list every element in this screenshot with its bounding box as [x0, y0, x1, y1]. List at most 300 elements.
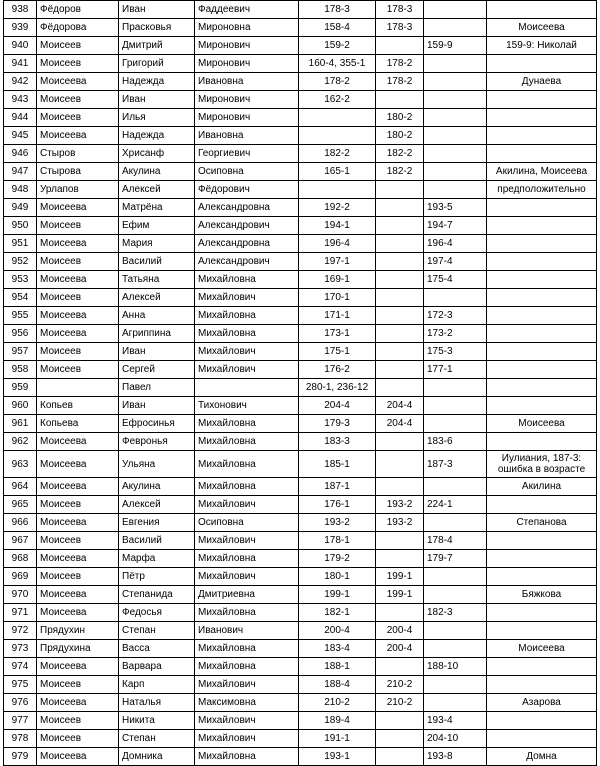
given-name-cell: Наталья — [119, 694, 195, 712]
patronymic-cell: Михайлович — [195, 730, 299, 748]
record-ref-3-cell — [424, 622, 487, 640]
given-name-cell: Васса — [119, 640, 195, 658]
record-ref-2-cell — [376, 433, 424, 451]
note-cell — [487, 289, 597, 307]
record-ref-3-cell: 178-4 — [424, 532, 487, 550]
note-cell: Азарова — [487, 694, 597, 712]
surname-cell: Моисеева — [37, 550, 119, 568]
record-ref-2-cell — [376, 658, 424, 676]
patronymic-cell: Осиповна — [195, 163, 299, 181]
person-number-cell: 979 — [4, 748, 37, 766]
note-cell — [487, 433, 597, 451]
given-name-cell: Пётр — [119, 568, 195, 586]
person-number-cell: 955 — [4, 307, 37, 325]
surname-cell: Моисеева — [37, 199, 119, 217]
given-name-cell: Надежда — [119, 127, 195, 145]
patronymic-cell: Михайловна — [195, 478, 299, 496]
patronymic-cell: Михайлович — [195, 343, 299, 361]
table-body — [4, 1, 597, 766]
surname-cell: Моисеева — [37, 748, 119, 766]
given-name-cell: Дмитрий — [119, 37, 195, 55]
given-name-cell: Акулина — [119, 163, 195, 181]
record-ref-3-cell: 177-1 — [424, 361, 487, 379]
given-name-cell: Григорий — [119, 55, 195, 73]
note-cell — [487, 658, 597, 676]
record-ref-2-cell — [376, 730, 424, 748]
record-ref-cell: 179-3 — [299, 415, 376, 433]
record-ref-2-cell: 193-2 — [376, 496, 424, 514]
person-number-cell: 974 — [4, 658, 37, 676]
table-row — [4, 379, 597, 397]
table-row — [4, 712, 597, 730]
person-number-cell: 954 — [4, 289, 37, 307]
record-ref-3-cell: 175-3 — [424, 343, 487, 361]
record-ref-3-cell — [424, 127, 487, 145]
record-ref-3-cell — [424, 1, 487, 19]
note-cell — [487, 532, 597, 550]
record-ref-2-cell — [376, 217, 424, 235]
record-ref-2-cell — [376, 343, 424, 361]
patronymic-cell: Миронович — [195, 37, 299, 55]
record-ref-cell: 178-3 — [299, 1, 376, 19]
surname-cell: Моисеева — [37, 694, 119, 712]
person-number-cell: 947 — [4, 163, 37, 181]
record-ref-2-cell: 200-4 — [376, 640, 424, 658]
surname-cell: Моисеева — [37, 658, 119, 676]
patronymic-cell: Тихонович — [195, 397, 299, 415]
table-row — [4, 235, 597, 253]
record-ref-cell: 175-1 — [299, 343, 376, 361]
record-ref-2-cell: 178-3 — [376, 1, 424, 19]
record-ref-3-cell: 172-3 — [424, 307, 487, 325]
person-number-cell: 949 — [4, 199, 37, 217]
table-row — [4, 325, 597, 343]
record-ref-3-cell: 188-10 — [424, 658, 487, 676]
given-name-cell: Иван — [119, 91, 195, 109]
surname-cell: Фёдорова — [37, 19, 119, 37]
record-ref-cell: 178-2 — [299, 73, 376, 91]
given-name-cell: Илья — [119, 109, 195, 127]
record-ref-3-cell — [424, 379, 487, 397]
table-row — [4, 397, 597, 415]
person-number-cell: 944 — [4, 109, 37, 127]
given-name-cell: Алексей — [119, 289, 195, 307]
record-ref-2-cell: 178-3 — [376, 19, 424, 37]
record-ref-2-cell — [376, 271, 424, 289]
note-cell: Дунаева — [487, 73, 597, 91]
table-row — [4, 622, 597, 640]
patronymic-cell: Михайловна — [195, 550, 299, 568]
record-ref-cell: 210-2 — [299, 694, 376, 712]
note-cell: Домна — [487, 748, 597, 766]
table-row — [4, 307, 597, 325]
note-cell — [487, 91, 597, 109]
surname-cell: Моисеева — [37, 604, 119, 622]
record-ref-3-cell — [424, 163, 487, 181]
record-ref-3-cell: 193-4 — [424, 712, 487, 730]
record-ref-cell: 178-1 — [299, 532, 376, 550]
person-number-cell: 941 — [4, 55, 37, 73]
record-ref-2-cell — [376, 253, 424, 271]
surname-cell: Моисеев — [37, 532, 119, 550]
person-number-cell: 950 — [4, 217, 37, 235]
table-row — [4, 109, 597, 127]
person-number-cell: 967 — [4, 532, 37, 550]
note-cell — [487, 379, 597, 397]
record-ref-cell: 179-2 — [299, 550, 376, 568]
note-cell — [487, 55, 597, 73]
record-ref-cell: 188-1 — [299, 658, 376, 676]
record-ref-3-cell — [424, 181, 487, 199]
record-ref-2-cell: 180-2 — [376, 109, 424, 127]
persons-table — [3, 0, 597, 766]
record-ref-2-cell: 204-4 — [376, 415, 424, 433]
note-cell — [487, 496, 597, 514]
record-ref-cell: 189-4 — [299, 712, 376, 730]
record-ref-cell: 193-2 — [299, 514, 376, 532]
table-row — [4, 181, 597, 199]
person-number-cell: 966 — [4, 514, 37, 532]
note-cell — [487, 676, 597, 694]
surname-cell: Моисеев — [37, 730, 119, 748]
patronymic-cell: Миронович — [195, 109, 299, 127]
patronymic-cell: Михайловна — [195, 433, 299, 451]
surname-cell: Моисеев — [37, 568, 119, 586]
patronymic-cell: Осиповна — [195, 514, 299, 532]
record-ref-3-cell: 196-4 — [424, 235, 487, 253]
patronymic-cell — [195, 379, 299, 397]
patronymic-cell: Александрович — [195, 253, 299, 271]
note-cell — [487, 109, 597, 127]
surname-cell: Стыров — [37, 145, 119, 163]
record-ref-cell: 194-1 — [299, 217, 376, 235]
patronymic-cell: Ивановна — [195, 127, 299, 145]
person-number-cell: 942 — [4, 73, 37, 91]
record-ref-3-cell: 193-8 — [424, 748, 487, 766]
table-row — [4, 694, 597, 712]
record-ref-2-cell: 182-2 — [376, 145, 424, 163]
patronymic-cell: Мироновна — [195, 19, 299, 37]
surname-cell: Стырова — [37, 163, 119, 181]
surname-cell: Моисеев — [37, 361, 119, 379]
given-name-cell: Карп — [119, 676, 195, 694]
record-ref-2-cell: 180-2 — [376, 127, 424, 145]
patronymic-cell: Михайлович — [195, 568, 299, 586]
record-ref-cell: 169-1 — [299, 271, 376, 289]
patronymic-cell: Михайловна — [195, 658, 299, 676]
patronymic-cell: Михайловна — [195, 271, 299, 289]
surname-cell: Моисеева — [37, 433, 119, 451]
record-ref-cell: 170-1 — [299, 289, 376, 307]
surname-cell: Прядухин — [37, 622, 119, 640]
person-number-cell: 968 — [4, 550, 37, 568]
record-ref-cell: 173-1 — [299, 325, 376, 343]
given-name-cell: Анна — [119, 307, 195, 325]
record-ref-2-cell: 182-2 — [376, 163, 424, 181]
note-cell — [487, 730, 597, 748]
note-cell: предположительно — [487, 181, 597, 199]
surname-cell: Моисеев — [37, 496, 119, 514]
given-name-cell: Степан — [119, 730, 195, 748]
note-cell — [487, 127, 597, 145]
record-ref-2-cell — [376, 289, 424, 307]
table-row — [4, 145, 597, 163]
note-cell — [487, 217, 597, 235]
person-number-cell: 969 — [4, 568, 37, 586]
record-ref-cell: 191-1 — [299, 730, 376, 748]
record-ref-2-cell — [376, 604, 424, 622]
given-name-cell: Сергей — [119, 361, 195, 379]
given-name-cell: Степанида — [119, 586, 195, 604]
record-ref-cell: 176-2 — [299, 361, 376, 379]
given-name-cell: Варвара — [119, 658, 195, 676]
table-row — [4, 217, 597, 235]
record-ref-2-cell: 178-2 — [376, 55, 424, 73]
record-ref-3-cell: 179-7 — [424, 550, 487, 568]
surname-cell: Моисеева — [37, 478, 119, 496]
given-name-cell: Федосья — [119, 604, 195, 622]
person-number-cell: 978 — [4, 730, 37, 748]
given-name-cell: Прасковья — [119, 19, 195, 37]
surname-cell: Моисеева — [37, 451, 119, 478]
patronymic-cell: Александровна — [195, 199, 299, 217]
person-number-cell: 958 — [4, 361, 37, 379]
given-name-cell: Марфа — [119, 550, 195, 568]
person-number-cell: 961 — [4, 415, 37, 433]
patronymic-cell: Михайловна — [195, 748, 299, 766]
record-ref-cell: 183-4 — [299, 640, 376, 658]
record-ref-cell: 176-1 — [299, 496, 376, 514]
record-ref-3-cell — [424, 694, 487, 712]
patronymic-cell: Георгиевич — [195, 145, 299, 163]
table-row — [4, 55, 597, 73]
patronymic-cell: Ивановна — [195, 73, 299, 91]
record-ref-3-cell — [424, 397, 487, 415]
record-ref-cell: 180-1 — [299, 568, 376, 586]
table-row — [4, 496, 597, 514]
given-name-cell: Василий — [119, 253, 195, 271]
record-ref-3-cell: 224-1 — [424, 496, 487, 514]
surname-cell: Моисеева — [37, 271, 119, 289]
record-ref-cell — [299, 109, 376, 127]
table-row — [4, 676, 597, 694]
patronymic-cell: Михайлович — [195, 712, 299, 730]
table-row — [4, 1, 597, 19]
person-number-cell: 953 — [4, 271, 37, 289]
record-ref-2-cell — [376, 307, 424, 325]
note-cell — [487, 622, 597, 640]
record-ref-2-cell — [376, 550, 424, 568]
patronymic-cell: Михайлович — [195, 532, 299, 550]
patronymic-cell: Михайловна — [195, 604, 299, 622]
surname-cell: Моисеев — [37, 55, 119, 73]
record-ref-2-cell — [376, 181, 424, 199]
given-name-cell: Ефросинья — [119, 415, 195, 433]
record-ref-2-cell — [376, 235, 424, 253]
person-number-cell: 945 — [4, 127, 37, 145]
table-row — [4, 640, 597, 658]
table-row — [4, 658, 597, 676]
patronymic-cell: Фаддеевич — [195, 1, 299, 19]
patronymic-cell: Максимовна — [195, 694, 299, 712]
record-ref-2-cell — [376, 91, 424, 109]
record-ref-2-cell — [376, 748, 424, 766]
record-ref-2-cell — [376, 532, 424, 550]
record-ref-cell: 197-1 — [299, 253, 376, 271]
patronymic-cell: Михайловна — [195, 325, 299, 343]
given-name-cell: Хрисанф — [119, 145, 195, 163]
note-cell — [487, 253, 597, 271]
table-row — [4, 532, 597, 550]
record-ref-2-cell: 200-4 — [376, 622, 424, 640]
note-cell: Иулиания, 187-3: ошибка в возрасте — [487, 451, 597, 478]
record-ref-cell: 196-4 — [299, 235, 376, 253]
given-name-cell: Надежда — [119, 73, 195, 91]
record-ref-3-cell — [424, 19, 487, 37]
record-ref-2-cell — [376, 451, 424, 478]
record-ref-3-cell — [424, 514, 487, 532]
patronymic-cell: Миронович — [195, 91, 299, 109]
patronymic-cell: Михайловна — [195, 451, 299, 478]
table-row — [4, 568, 597, 586]
table-row — [4, 586, 597, 604]
given-name-cell: Иван — [119, 343, 195, 361]
note-cell: 159-9: Николай — [487, 37, 597, 55]
patronymic-cell: Михайловна — [195, 640, 299, 658]
given-name-cell: Иван — [119, 397, 195, 415]
record-ref-2-cell: 210-2 — [376, 676, 424, 694]
patronymic-cell: Михайлович — [195, 361, 299, 379]
note-cell: Акилина — [487, 478, 597, 496]
surname-cell: Моисеева — [37, 586, 119, 604]
record-ref-2-cell — [376, 325, 424, 343]
surname-cell: Моисеева — [37, 325, 119, 343]
given-name-cell: Василий — [119, 532, 195, 550]
note-cell — [487, 568, 597, 586]
record-ref-2-cell — [376, 37, 424, 55]
record-ref-3-cell — [424, 478, 487, 496]
record-ref-2-cell: 210-2 — [376, 694, 424, 712]
person-number-cell: 939 — [4, 19, 37, 37]
surname-cell: Моисеев — [37, 289, 119, 307]
record-ref-3-cell — [424, 586, 487, 604]
given-name-cell: Алексей — [119, 496, 195, 514]
surname-cell: Моисеев — [37, 343, 119, 361]
note-cell — [487, 712, 597, 730]
surname-cell: Моисеев — [37, 712, 119, 730]
record-ref-cell — [299, 127, 376, 145]
record-ref-3-cell: 182-3 — [424, 604, 487, 622]
record-ref-cell: 162-2 — [299, 91, 376, 109]
surname-cell — [37, 379, 119, 397]
record-ref-cell — [299, 181, 376, 199]
table-row — [4, 289, 597, 307]
record-ref-3-cell — [424, 145, 487, 163]
person-number-cell: 970 — [4, 586, 37, 604]
surname-cell: Моисеев — [37, 676, 119, 694]
table-row — [4, 73, 597, 91]
note-cell: Акилина, Моисеева — [487, 163, 597, 181]
record-ref-cell: 280-1, 236-12 — [299, 379, 376, 397]
note-cell — [487, 325, 597, 343]
record-ref-3-cell: 159-9 — [424, 37, 487, 55]
given-name-cell: Никита — [119, 712, 195, 730]
surname-cell: Урлапов — [37, 181, 119, 199]
table-row — [4, 478, 597, 496]
surname-cell: Прядухина — [37, 640, 119, 658]
table-row — [4, 433, 597, 451]
table-row — [4, 37, 597, 55]
note-cell — [487, 199, 597, 217]
patronymic-cell: Михайловна — [195, 415, 299, 433]
given-name-cell: Матрёна — [119, 199, 195, 217]
table-row — [4, 199, 597, 217]
surname-cell: Моисеев — [37, 91, 119, 109]
person-number-cell: 963 — [4, 451, 37, 478]
surname-cell: Моисеева — [37, 514, 119, 532]
person-number-cell: 938 — [4, 1, 37, 19]
note-cell — [487, 307, 597, 325]
record-ref-cell: 188-4 — [299, 676, 376, 694]
table-row — [4, 361, 597, 379]
table-row — [4, 271, 597, 289]
person-number-cell: 965 — [4, 496, 37, 514]
table-row — [4, 19, 597, 37]
table-row — [4, 415, 597, 433]
record-ref-cell: 160-4, 355-1 — [299, 55, 376, 73]
note-cell — [487, 235, 597, 253]
record-ref-cell: 200-4 — [299, 622, 376, 640]
record-ref-cell: 159-2 — [299, 37, 376, 55]
person-number-cell: 943 — [4, 91, 37, 109]
patronymic-cell: Александрович — [195, 217, 299, 235]
note-cell: Степанова — [487, 514, 597, 532]
record-ref-2-cell — [376, 379, 424, 397]
surname-cell: Копьева — [37, 415, 119, 433]
record-ref-3-cell — [424, 676, 487, 694]
record-ref-cell: 183-3 — [299, 433, 376, 451]
record-ref-3-cell: 173-2 — [424, 325, 487, 343]
record-ref-3-cell — [424, 55, 487, 73]
person-number-cell: 976 — [4, 694, 37, 712]
note-cell — [487, 145, 597, 163]
genealogy-sheet — [3, 0, 597, 766]
record-ref-2-cell — [376, 199, 424, 217]
person-number-cell: 951 — [4, 235, 37, 253]
person-number-cell: 975 — [4, 676, 37, 694]
record-ref-cell: 165-1 — [299, 163, 376, 181]
patronymic-cell: Михайлович — [195, 496, 299, 514]
record-ref-3-cell — [424, 568, 487, 586]
table-row — [4, 127, 597, 145]
patronymic-cell: Иванович — [195, 622, 299, 640]
record-ref-3-cell — [424, 640, 487, 658]
surname-cell: Фёдоров — [37, 1, 119, 19]
record-ref-2-cell — [376, 712, 424, 730]
person-number-cell: 946 — [4, 145, 37, 163]
given-name-cell: Домника — [119, 748, 195, 766]
patronymic-cell: Александровна — [195, 235, 299, 253]
patronymic-cell: Фёдорович — [195, 181, 299, 199]
given-name-cell: Алексей — [119, 181, 195, 199]
record-ref-3-cell — [424, 109, 487, 127]
note-cell: Моисеева — [487, 415, 597, 433]
person-number-cell: 940 — [4, 37, 37, 55]
note-cell — [487, 1, 597, 19]
surname-cell: Моисеев — [37, 109, 119, 127]
table-row — [4, 730, 597, 748]
person-number-cell: 957 — [4, 343, 37, 361]
